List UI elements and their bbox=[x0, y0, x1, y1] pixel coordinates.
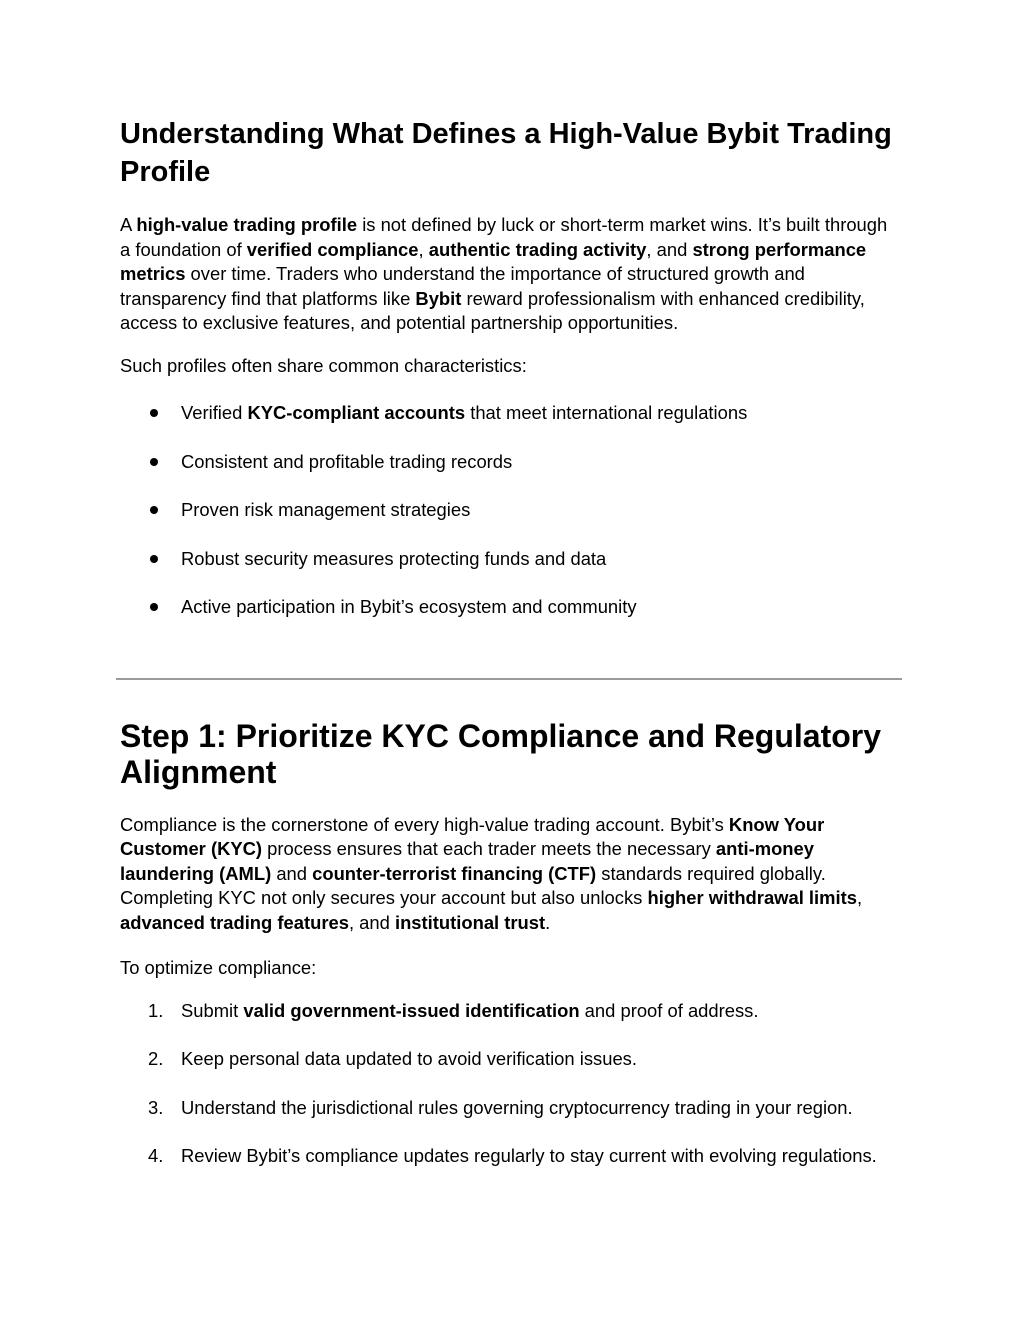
list-item-text: Robust security measures protecting funds and data bbox=[181, 547, 607, 569]
compliance-step-item bbox=[120, 1144, 892, 1169]
bullet-icon bbox=[150, 506, 158, 514]
characteristics-item bbox=[120, 498, 892, 523]
list-item-text: Proven risk management strategies bbox=[181, 499, 471, 520]
list-item-text: Verified KYC-compliant accounts that meet international regulations bbox=[181, 402, 748, 423]
bullet-icon bbox=[150, 555, 158, 563]
compliance-step-item bbox=[120, 999, 892, 1024]
compliance-step-item bbox=[120, 1096, 892, 1121]
bullet-icon bbox=[150, 458, 158, 466]
list-item-text: Understand the jurisdictional rules governing cryptocurrency trading in your region. bbox=[181, 1096, 853, 1118]
step1-paragraph: Compliance is the cornerstone of every high-value trading account. Bybit’s Know Your Customer (KYC) process ensures that each trader meets the necessary anti-money laundering (AML) and counter-terrorist financing (CTF) standards required globally. Completing KYC not only secures your account but also unlocks higher withdrawal limits, advanced trading features, and institutional trust. bbox=[120, 813, 863, 933]
intro-paragraph: A high-value trading profile is not defined by luck or short-term market wins. It’s built through a foundation of verified compliance, authentic trading activity, and strong performance metrics over time. Traders who understand the importance of structured growth and transparency find that platforms like Bybit reward professionalism with enhanced credibility, access to exclusive features, and potential partnership opportunities. bbox=[120, 214, 888, 333]
step1-heading: Step 1: Prioritize KYC Compliance and Regulatory Alignment bbox=[120, 717, 882, 790]
doc-title-heading: Understanding What Defines a High-Value Bybit Trading Profile bbox=[120, 118, 892, 188]
characteristics-item bbox=[120, 547, 892, 572]
list-item-text: Consistent and profitable trading records bbox=[181, 450, 513, 472]
bullet-icon bbox=[150, 603, 158, 611]
bullet-icon bbox=[150, 409, 158, 417]
list-number: 2. bbox=[148, 1048, 164, 1069]
optimize-lead: To optimize compliance: bbox=[120, 957, 317, 978]
characteristics-item bbox=[120, 401, 892, 426]
section-divider bbox=[116, 678, 902, 680]
characteristics-lead: Such profiles often share common characteristics: bbox=[120, 354, 527, 376]
compliance-steps-list bbox=[120, 999, 892, 1169]
characteristics-item bbox=[120, 450, 892, 475]
list-item-text: Submit valid government-issued identification and proof of address. bbox=[181, 999, 759, 1021]
characteristics-list bbox=[120, 401, 892, 620]
list-item-text: Keep personal data updated to avoid verification issues. bbox=[181, 1048, 637, 1069]
compliance-step-item bbox=[120, 1047, 892, 1072]
list-item-text: Active participation in Bybit’s ecosystem and community bbox=[181, 596, 637, 617]
list-number: 3. bbox=[148, 1096, 164, 1118]
list-item-text: Review Bybit’s compliance updates regularly to stay current with evolving regulations. bbox=[181, 1145, 877, 1166]
characteristics-item bbox=[120, 595, 892, 620]
list-number: 4. bbox=[148, 1145, 164, 1166]
list-number: 1. bbox=[148, 999, 164, 1021]
